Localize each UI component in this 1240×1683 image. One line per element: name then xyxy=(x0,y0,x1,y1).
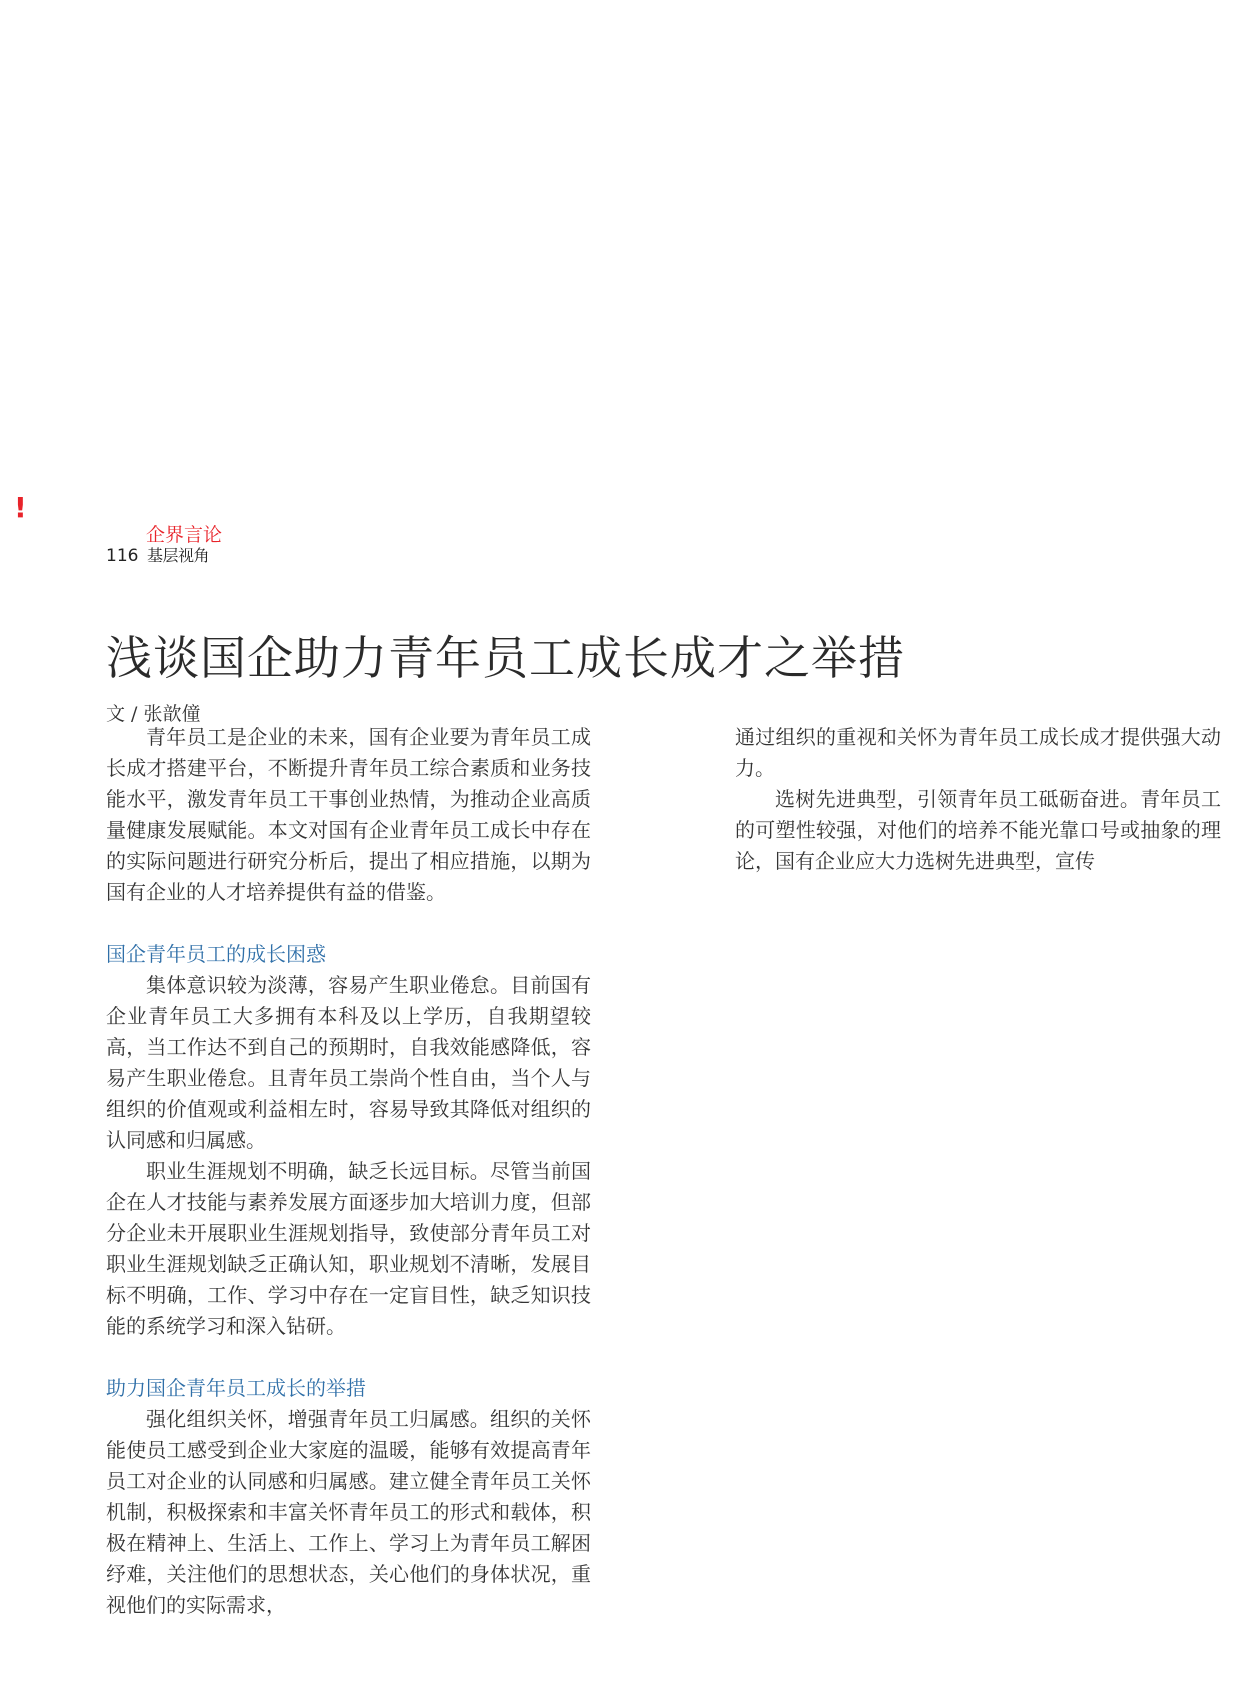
paragraph-career-planning: 职业生涯规划不明确，缺乏长远目标。尽管当前国企在人才技能与素养发展方面逐步加大培训力度，但部分企业未开展职业生涯规划指导，致使部分青年员工对职业生涯规划缺乏正确认知，职业规划不清晰，发展目标不明确，工作、学习中存在一定盲目性，缺乏知识技能的系统学习和深入钻研。 xyxy=(106,1159,591,1338)
warning-mark: ! xyxy=(14,491,27,524)
article-title: 浅谈国企助力青年员工成长成才之举措 xyxy=(106,631,905,685)
section-tag: 企界言论 xyxy=(146,524,223,546)
paragraph-role-models: 选树先进典型，引领青年员工砥砺奋进。青年员工的可塑性较强，对他们的培养不能光靠口号或抽象的理论，国有企业应大力选树先进典型，宣传 xyxy=(735,787,1221,873)
paragraph-continuation: 通过组织的重视和关怀为青年员工成长成才提供强大动力。 xyxy=(735,725,1221,780)
paragraph-collective-awareness: 集体意识较为淡薄，容易产生职业倦怠。目前国有企业青年员工大多拥有本科及以上学历，自我期望较高，当工作达不到自己的预期时，自我效能感降低，容易产生职业倦怠。且青年员工崇尚个性自由，当个人与组织的价值观或利益相左时，容易导致其降低对组织的认同感和归属感。 xyxy=(106,973,591,1152)
page-number: 116 xyxy=(106,546,139,566)
column-tag: 基层视角 xyxy=(147,546,210,565)
paragraph-organizational-care: 强化组织关怀，增强青年员工归属感。组织的关怀能使员工感受到企业大家庭的温暖，能够有效提高青年员工对企业的认同感和归属感。建立健全青年员工关怀机制，积极探索和丰富关怀青年员工的形式和载体，积极在精神上、生活上、工作上、学习上为青年员工解困纾难，关注他们的思想状态，关心他们的身体状况，重视他们的实际需求， xyxy=(106,1407,591,1617)
intro-paragraph: 青年员工是企业的未来，国有企业要为青年员工成长成才搭建平台，不断提升青年员工综合素质和业务技能水平，激发青年员工干事创业热情，为推动企业高质量健康发展赋能。本文对国有企业青年员工成长中存在的实际问题进行研究分析后，提出了相应措施，以期为国有企业的人才培养提供有益的借鉴。 xyxy=(106,725,591,904)
section-heading-measures: 助力国企青年员工成长的举措 xyxy=(106,1376,366,1400)
byline: 文 / 张歆僮 xyxy=(106,703,201,725)
right-column xyxy=(735,722,1221,877)
section-heading-difficulties: 国企青年员工的成长困惑 xyxy=(106,942,326,966)
left-column xyxy=(106,722,591,1621)
